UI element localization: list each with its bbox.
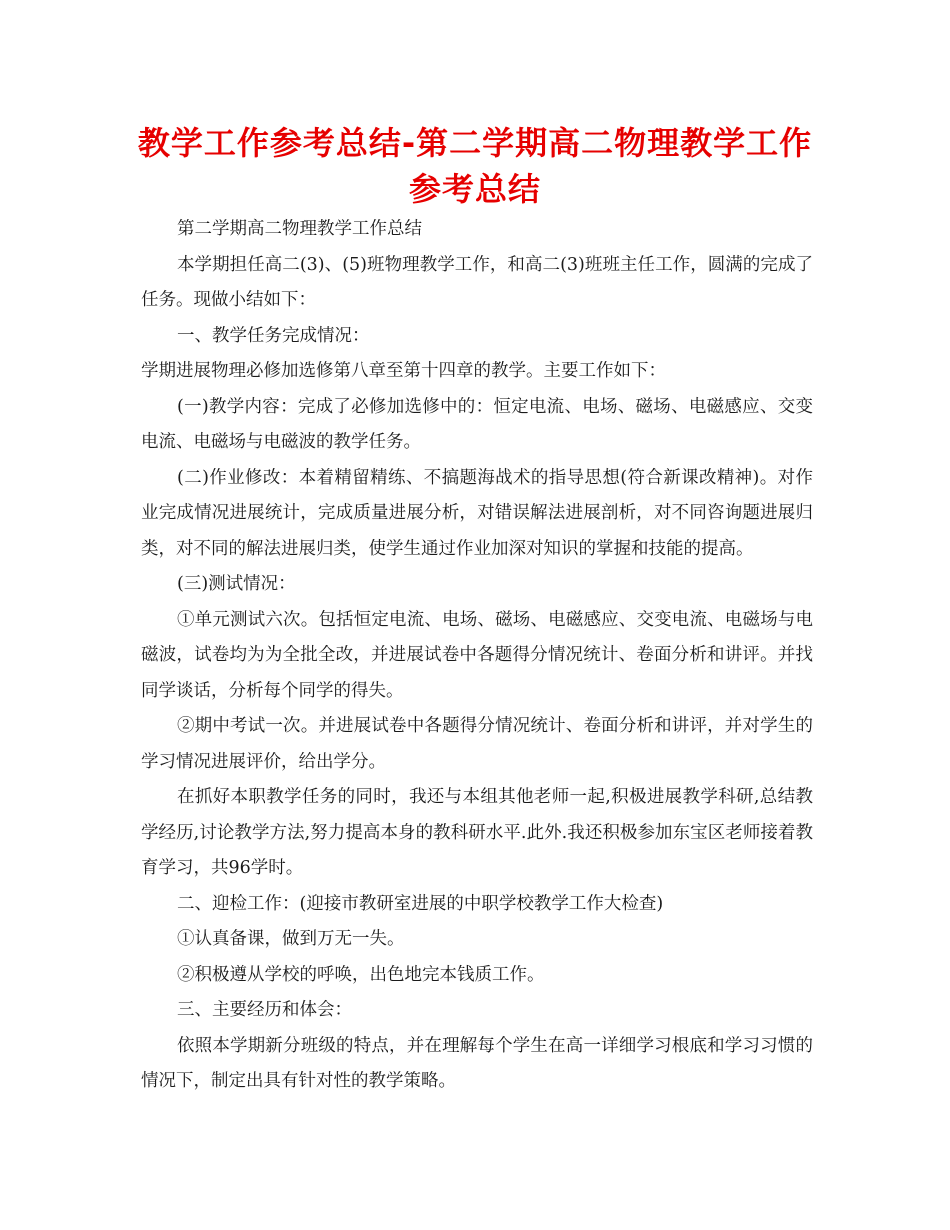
paragraph: ②积极遵从学校的呼唤，出色地完本钱质工作。 xyxy=(177,964,545,985)
paragraph: 第二学期高二物理教学工作总结 xyxy=(177,219,422,239)
paragraph: (二)作业修改：本着精留精练、不搞题海战术的指导思想(符合新课改精神)。对作业完成情况进展统计，完成质量进展分析，对错误解法进展剖析，对不同咨询题进展归类，对不同的解法进展归类，使学生通过作业加深对知识的掌握和技能的提高。 xyxy=(141,467,813,559)
paragraph: 本学期担任高二(3)、(5)班物理教学工作，和高二(3)班班主任工作，圆满的完成了任务。现做小结如下： xyxy=(141,254,813,310)
paragraph: (三)测试情况： xyxy=(177,574,296,594)
paragraph: ①单元测试六次。包括恒定电流、电场、磁场、电磁感应、交变电流、电磁场与电磁波，试卷均为为全批全改，并进展试卷中各题得分情况统计、卷面分析和讲评。并找同学谈话，分析每个同学的得失。 xyxy=(141,609,813,701)
paragraph: ②期中考试一次。并进展试卷中各题得分情况统计、卷面分析和讲评，并对学生的学习情况进展评价，给出学分。 xyxy=(141,716,813,772)
paragraph: 学期进展物理必修加选修第八章至第十四章的教学。主要工作如下： xyxy=(141,361,666,381)
document-title: 教学工作参考总结-第二学期高二物理教学工作参考总结 xyxy=(137,124,813,208)
section-heading: 二、迎检工作：(迎接市教研室进展的中职学校教学工作大检查) xyxy=(177,893,664,914)
paragraph: 依照本学期新分班级的特点，并在理解每个学生在高一详细学习根底和学习习惯的情况下，制定出具有针对性的教学策略。 xyxy=(141,1035,813,1091)
section-heading: 三、主要经历和体会： xyxy=(177,1000,352,1020)
paragraph: (一)教学内容：完成了必修加选修中的：恒定电流、电场、磁场、电磁感应、交变电流、电磁场与电磁波的教学任务。 xyxy=(141,396,813,452)
paragraph: 在抓好本职教学任务的同时，我还与本组其他老师一起,积极进展教学科研,总结教学经历,讨论教学方法,努力提高本身的教科研水平.此外.我还积极参加东宝区老师接着教育学习，共96学时。 xyxy=(141,787,813,878)
document-body xyxy=(141,212,813,1100)
section-heading: 一、教学任务完成情况： xyxy=(177,325,370,346)
paragraph: ①认真备课，做到万无一失。 xyxy=(177,929,405,949)
